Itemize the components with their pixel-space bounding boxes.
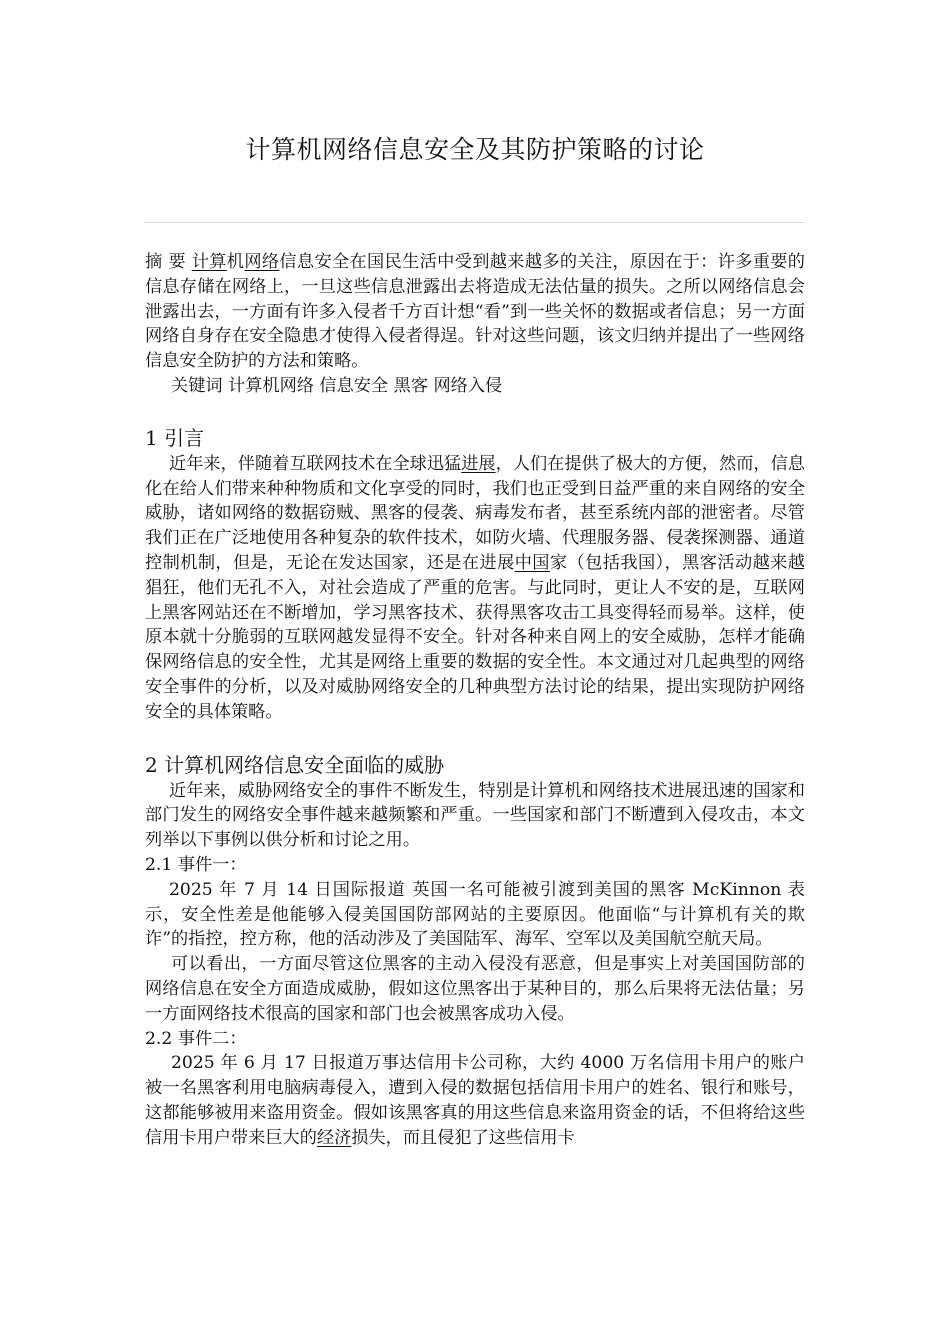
- section-1-paragraph: [145, 452, 805, 725]
- keywords-line: 关键词 计算机网络 信息安全 黑客 网络入侵: [171, 375, 503, 396]
- subsection-2-2-heading: 2.2 事件二：: [145, 1028, 247, 1049]
- link-zhongguo[interactable]: 中国: [514, 552, 550, 573]
- spacer: [145, 725, 805, 751]
- section-1-text-a: 近年来，伴随着互联网技术在全球迅猛: [169, 453, 462, 474]
- document-title: 计算机网络信息安全及其防护策略的讨论: [245, 135, 705, 164]
- title-divider: [145, 222, 805, 223]
- subsection-2-1-paragraph-1: 2025 年 7 月 14 日国际报道 英国一名可能被引渡到美国的黑客 McKinnon 表示，安全性差是他能够入侵美国国防部网站的主要原因。他面临“与计算机有关的欺诈”的指控，控方称，他的活动涉及了美国陆军、海军、空军以及美国航空航天局。: [145, 879, 805, 950]
- subsection-2-1-paragraph-2: 可以看出，一方面尽管这位黑客的主动入侵没有恶意，但是事实上对美国国防部的网络信息在安全方面造成威胁，假如这位黑客出于某种目的，那么后果将无法估量；另一方面网络技术很高的国家和部门也会被黑客成功入侵。: [145, 954, 805, 1024]
- link-wangluo[interactable]: 网络: [244, 252, 280, 272]
- subsection-2-2-paragraph-1: [145, 1051, 805, 1150]
- section-1-text-b: ，人们在提供了极大的方便，然而，信息化在给人们带来种种物质和文化享受的同时，我们也正受到日益严重的来自网络的安全威胁，诸如网络的数据窃贼、黑客的侵袭、病毒发布者，甚至系统内部的泄密者。尽管我们正在广泛地使用各种复杂的软件技术，如防火墙、代理服务器、侵袭探测器、通道控制机制，但是，无论在发达国家，还是在进展: [145, 453, 805, 573]
- spacer: [145, 399, 805, 424]
- subsection-2-2-text-b: 损失，而且侵犯了这些信用卡: [351, 1127, 575, 1148]
- abstract-text-1: 机: [226, 252, 245, 272]
- section-2-intro: 近年来，威胁网络安全的事件不断发生，特别是计算机和网络技术进展迅速的国家和部门发生的网络安全事件越来越频繁和严重。一些国家和部门不断遭到入侵攻击，本文列举以下事例以供分析和讨论之用。: [145, 780, 805, 851]
- link-jisuan[interactable]: 计算: [191, 252, 227, 272]
- abstract-paragraph: [145, 250, 805, 374]
- subsection-2-1-heading: 2.1 事件一：: [145, 854, 247, 875]
- document-body: [145, 250, 805, 1151]
- subsection-2-2-text-a: 2025 年 6 月 17 日报道万事达信用卡公司称，大约 4000 万名信用卡用户的账户被一名黑客利用电脑病毒侵入，遭到入侵的数据包括信用卡用户的姓名、银行和账号，这都能够被用来盗用资金。假如该黑客真的用这些信息来盗用资金的话，不但将给这些信用卡用户带来巨大的: [145, 1053, 805, 1148]
- section-1-heading: 1 引言: [145, 425, 205, 450]
- abstract-label: 摘 要: [145, 252, 192, 272]
- link-jingji[interactable]: 经济: [316, 1127, 352, 1148]
- section-1-text-c: 家（包括我国），黑客活动越来越猖狂，他们无孔不入，对社会造成了严重的危害。与此同时，更让人不安的是，互联网上黑客网站还在不断增加，学习黑客技术、获得黑客攻击工具变得轻而易举。这样，使原本就十分脆弱的互联网越发显得不安全。针对各种来自网上的安全威胁，怎样才能确保网络信息的安全性，尤其是网络上重要的数据的安全性。本文通过对几起典型的网络安全事件的分析，以及对威胁网络安全的几种典型方法讨论的结果，提出实现防护网络安全的具体策略。: [145, 552, 805, 722]
- link-jinzhan[interactable]: 进展: [461, 453, 496, 474]
- abstract-text-2: 信息安全在国民生活中受到越来越多的关注，原因在于：许多重要的信息存储在网络上，一旦这些信息泄露出去将造成无法估量的损失。之所以网络信息会泄露出去，一方面有许多入侵者千方百计想“看”到一些关怀的数据或者信息；另一方面网络自身存在安全隐患才使得入侵者得逞。针对这些问题，该文归纳并提出了一些网络信息安全防护的方法和策略。: [145, 252, 805, 372]
- section-2-heading: 2 计算机网络信息安全面临的威胁: [145, 752, 445, 777]
